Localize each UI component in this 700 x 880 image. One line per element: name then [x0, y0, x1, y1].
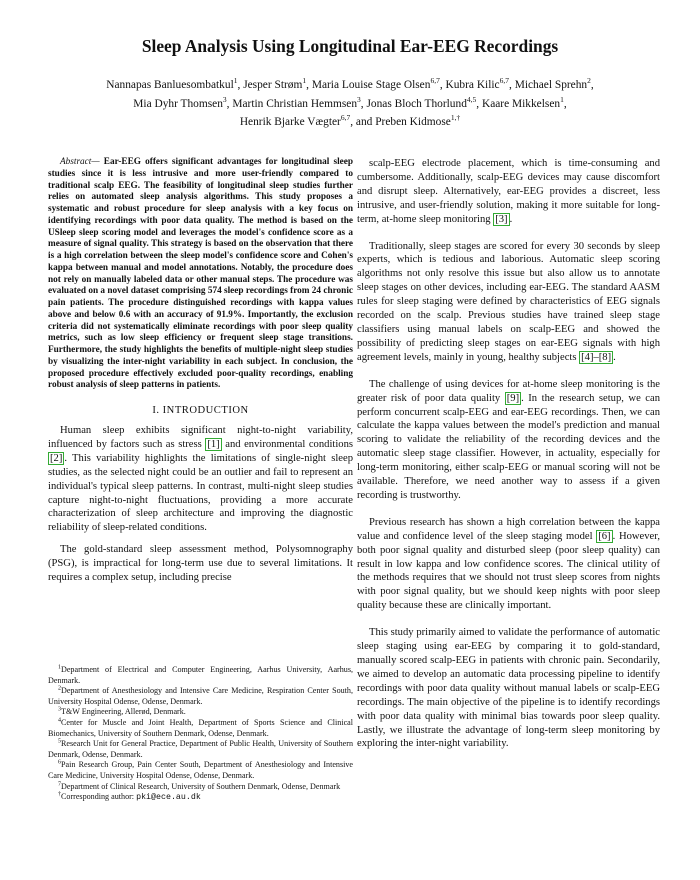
footnote: [48, 782, 353, 793]
abstract-text: Ear-EEG offers significant advantages for longitudinal sleep studies since it is less intrusive and more user-friendly compared to traditional scalp EEG. The feasibility of longitudinal sleep studies further relies on automated sleep analysis algorithms. This study proposes a systematic and robust procedure for sleep analysis with a key focus on identifying recordings with poor data quality. The method is based on the USleep sleep scoring model and leverages the model's confidence score as a measure of signal quality. This strategy is based on the observation that there is a high correlation between the sleep model's confidence score and Cohen's kappa between manual and model annotations. Notably, the procedure does not rely on manually labeled data or other manual steps. The procedure was evaluated on a novel dataset comprising 574 sleep recordings from 24 chronic pain patients. The procedure distinguished recordings with kappa values above and below 0.6 with an accuracy of 91.9%. Importantly, the exclusion criteria did not systematically eliminate recordings with poor sleep quality metrics, such as low sleep efficiency or frequent sleep stage transitions. Furthermore, the study highlights the benefits of multiple-night sleep studies by visualizing the inter-night variability in each subject. In conclusion, the proposed procedure effectively excluded poor-quality recordings, enabling robust analysis of sleep patterns in patients.: [48, 157, 353, 391]
footnote: [48, 760, 353, 781]
author-name: Martin Christian Hemmsen: [232, 97, 358, 110]
footnote: [48, 686, 353, 707]
author-name: Kubra Kilic: [445, 79, 500, 91]
footnote-mark: 4: [58, 717, 61, 724]
affiliation-footnotes: [48, 665, 353, 804]
footnote-mark: †: [58, 791, 61, 798]
paragraph: Human sleep exhibits significant night-to-night variability, influenced by factors such as stress [1] and environmental conditions [2] . This variability highlights the limitations of single-night sleep studies, as the selected night could be an outlier and fail to represent an individual's typical sleep patterns. In contrast, multi-night sleep studies capture night-to-night fluctuations, providing a more accurate characterization of sleep architecture and improving the diagnostic reliability of sleep-related conditions.: [48, 425, 353, 534]
citation-link[interactable]: [9]: [506, 392, 520, 404]
right-column: [357, 157, 660, 764]
footnote-mark: 1: [58, 664, 61, 671]
author-affiliation-mark: 6,7: [499, 76, 509, 86]
author-affiliation-mark: 1: [233, 76, 238, 86]
footnote: [48, 739, 353, 760]
author-name: Mia Dyhr Thomsen: [133, 97, 223, 110]
author-affiliation-mark: 6,7: [430, 76, 440, 86]
author-affiliation-mark: 1: [560, 94, 564, 104]
citation-link[interactable]: [4]–[8]: [581, 351, 612, 363]
paragraph: The challenge of using devices for at-home sleep monitoring is the greater risk of poor data quality [9] . In the research setup, we can perform concurrent scalp-EEG and ear-EEG recordings. Then, we can calculate the kappa values between the model's prediction and manual scoring to validate the reliability of the recording devices and the automatic sleep stage classifier. However, in actuality, especially for long-term monitoring, either scalp-EEG or manual scoring will not be available. Therefore, we need another way to assess if a given recording is trustworthy.: [357, 378, 661, 501]
author-affiliation-mark: 4,5: [466, 94, 477, 104]
author-affiliation-mark: 3: [357, 94, 361, 104]
corresponding-author-label: Corresponding author:: [61, 792, 137, 802]
paragraph: The gold-standard sleep assessment method, Polysomnography (PSG), is impractical for long-term use due to several limitations. It requires a complex setup, including precise: [48, 544, 353, 584]
footnote: [48, 707, 353, 718]
author-name: Michael Sprehn: [514, 79, 588, 91]
paragraph: This study primarily aimed to validate the performance of automatic sleep staging using ear-EEG by comparing it to gold-standard, manually scored scalp-EEG in patients with chronic pain. Secondarily, we aimed to develop an automatic data processing pipeline to identify recordings with poor data quality without manual labels or scalp-EEG recordings. The main objective of the pipeline is to identify recordings with poor data quality with minimal bias towards poor sleep quality. Lastly, we illustrate the advantage of long-term sleep monitoring by exploring the inter-night variability.: [357, 627, 660, 750]
paragraph: Previous research has shown a high correlation between the kappa value and confidence level of the sleep staging model [6] . However, both poor signal quality and disturbed sleep (poor sleep quality) can result in low kappa and low confidence scores. The clinical utility of the methods requires that we should not trust sleep scores from nights with poor signal quality, but we should keep nights with poor sleep quality because these are clinically important.: [357, 516, 660, 612]
footnote-text: Research Unit for General Practice, Department of Public Health, University of Southern Denmark, Odense, Denmark.: [48, 739, 353, 759]
footnote-text: Department of Clinical Research, University of Southern Denmark, Odense, Denmark: [61, 781, 341, 791]
citation-link[interactable]: [2]: [50, 452, 63, 464]
footnote: [48, 718, 353, 739]
footnote-mark: 7: [58, 780, 61, 787]
citation-link[interactable]: [1]: [207, 438, 220, 450]
abstract-lead: Abstract—: [60, 157, 100, 167]
footnote-mark: 6: [58, 759, 61, 766]
author-name: Jonas Bloch Thorlund: [366, 97, 467, 110]
footnote-mark: 2: [58, 685, 61, 692]
left-column: [48, 157, 353, 593]
footnote-mark: 3: [58, 706, 61, 713]
section-heading-introduction: I. INTRODUCTION: [152, 405, 249, 416]
author-affiliation-mark: 2: [587, 76, 591, 86]
author-name: Kaare Mikkelsen: [481, 97, 561, 110]
corresponding-author-email[interactable]: pki@ece.au.dk: [136, 793, 201, 803]
paragraph: scalp-EEG electrode placement, which is time-consuming and cumbersome. Additionally, scalp-EEG devices may cause discomfort and disrupt sleep. Alternatively, ear-EEG provides a discreet, less intrusive, and user-friendly solution, making it more suitable for long-term, at-home sleep monitoring [3] .: [357, 158, 660, 225]
footnote-mark: 5: [58, 738, 61, 745]
author-affiliation-mark: 1,†: [450, 113, 461, 123]
author-name: Maria Louise Stage Olsen: [311, 79, 431, 91]
author-affiliation-mark: 1: [302, 76, 307, 86]
footnote-text: Center for Muscle and Joint Health, Department of Sports Science and Clinical Biomechanics, University of Southern Denmark, Odense, Denmark.: [48, 717, 353, 738]
author-affiliation-mark: 3: [222, 94, 227, 104]
paragraph: Traditionally, sleep stages are scored for every 30 seconds by sleep experts, which is tedious and laborious. Automatic sleep scoring algorithms not only resolve this issue but also allow us to annotate sleep stages on other devices, including ear-EEG. The standard AASM rules for sleep staging were defined by characteristics of EEG signals recorded on the scalp. Previous studies have trained sleep stage classifiers using manual labels on scalp-EEG and showed the possibility of predicting sleep stages on ear-EEG signals with high agreement levels, mainly in young, healthy subjects [4]–[8] .: [357, 240, 660, 363]
abstract: [48, 157, 353, 392]
author-name: Nannapas Banluesombatkul: [106, 79, 234, 91]
introduction-body-right: [357, 157, 660, 751]
author-list: Nannapas Banluesombatkul$^1$, Jesper Strøm$^1$, Maria Louise Stage Olsen$^{6,7}$, Kubra Kilic$^{6,7}$, Michael Sprehn$^2$, Mia Dyhr Thomsen$^3$, Martin Christian Hemmsen$^3$, Jonas Bloch Thorlund$^{4,5}$, Kaare Mikkelsen$^1$, Henrik Bjarke Vægter$^{6,7}$, and Preben Kidmose$^{1,\dagger}$: [106, 76, 594, 128]
footnote: [48, 665, 353, 686]
corresponding-author-note: [48, 792, 353, 804]
author-affiliation-mark: 6,7: [340, 113, 351, 123]
footnote-text: T&W Engineering, Allerød, Denmark.: [61, 707, 186, 717]
citation-link[interactable]: [3]: [495, 213, 508, 225]
footnote-text: Pain Research Group, Pain Center South, Department of Anesthesiology and Intensive Care Medicine, University Hospital Odense, Odense, Denmark.: [48, 760, 353, 780]
citation-link[interactable]: [6]: [598, 530, 611, 542]
footnote-text: Department of Anesthesiology and Intensive Care Medicine, Respiration Center South, University Hospital Odense, Odense, Denmark.: [48, 686, 353, 706]
paper-title: Sleep Analysis Using Longitudinal Ear-EEG Recordings: [141, 36, 559, 56]
author-name: Henrik Bjarke Vægter: [239, 116, 341, 128]
introduction-body-left: [48, 424, 353, 585]
author-name: Preben Kidmose: [375, 116, 451, 128]
author-name: Jesper Strøm: [243, 79, 303, 91]
footnote-text: Department of Electrical and Computer Engineering, Aarhus University, Aarhus, Denmark.: [48, 665, 353, 685]
